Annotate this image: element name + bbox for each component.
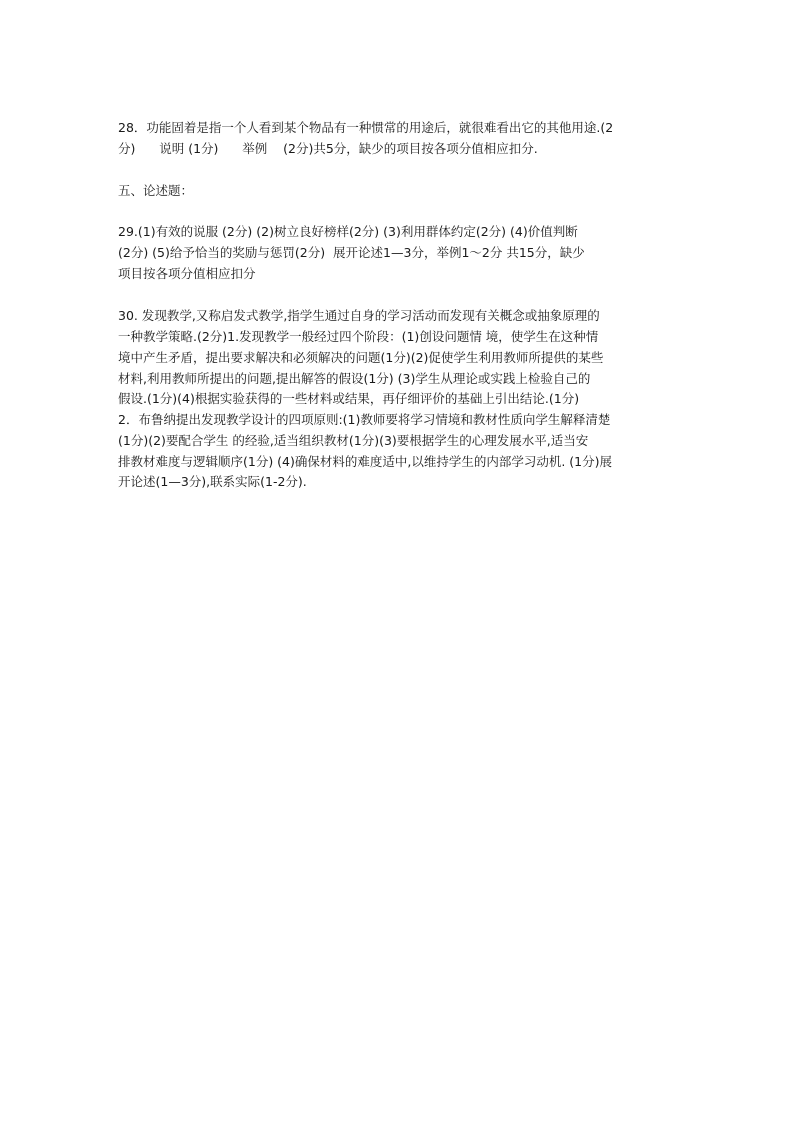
q30-line-6: 2．布鲁纳提出发现教学设计的四项原则:(1)教师要将学习情境和教材性质向学生解释清楚 xyxy=(118,412,611,427)
q28-line-1: 28．功能固着是指一个人看到某个物品有一种惯常的用途后，就很难看出它的其他用途.(2 xyxy=(118,120,614,135)
q29-line-3: 项目按各项分值相应扣分 xyxy=(118,266,256,281)
q29-line-2: (2分) (5)给予恰当的奖励与惩罚(2分) 展开论述1—3分，举例1～2分 共15分，缺少 xyxy=(118,245,585,260)
q30-line-8: 排教材难度与逻辑顺序(1分) (4)确保材料的难度适中,以维持学生的内部学习动机. (1分)展 xyxy=(118,454,613,469)
q30-line-2: 一种教学策略.(2分)1.发现教学一般经过四个阶段：(1)创设问题情 境，使学生在这种情 xyxy=(118,329,599,344)
q30-line-7: (1分)(2)要配合学生 的经验,适当组织教材(1分)(3)要根据学生的心理发展水平,适当安 xyxy=(118,433,589,448)
q30-line-4: 材料,利用教师所提出的问题,提出解答的假设(1分) (3)学生从理论或实践上检验自己的 xyxy=(118,371,591,386)
section-5-heading: 五、论述题： xyxy=(118,183,194,198)
q30-line-3: 境中产生矛盾，提出要求解决和必须解决的问题(1分)(2)促使学生利用教师所提供的某些 xyxy=(118,350,604,365)
q28-line-2: 分) 说明 (1分) 举例 (2分)共5分，缺少的项目按各项分值相应扣分. xyxy=(118,141,538,156)
q30-line-9: 开论述(1—3分),联系实际(1-2分). xyxy=(118,474,307,489)
q30-line-5: 假设.(1分)(4)根据实验获得的一些材料或结果，再仔细评价的基础上引出结论.(1分) xyxy=(118,391,580,406)
q30-line-1: 30. 发现教学,又称启发式教学,指学生通过自身的学习活动而发现有关概念或抽象原理的 xyxy=(118,308,600,323)
q29-line-1: 29.(1)有效的说服 (2分) (2)树立良好榜样(2分) (3)利用群体约定(2分) (4)价值判断 xyxy=(118,224,578,239)
